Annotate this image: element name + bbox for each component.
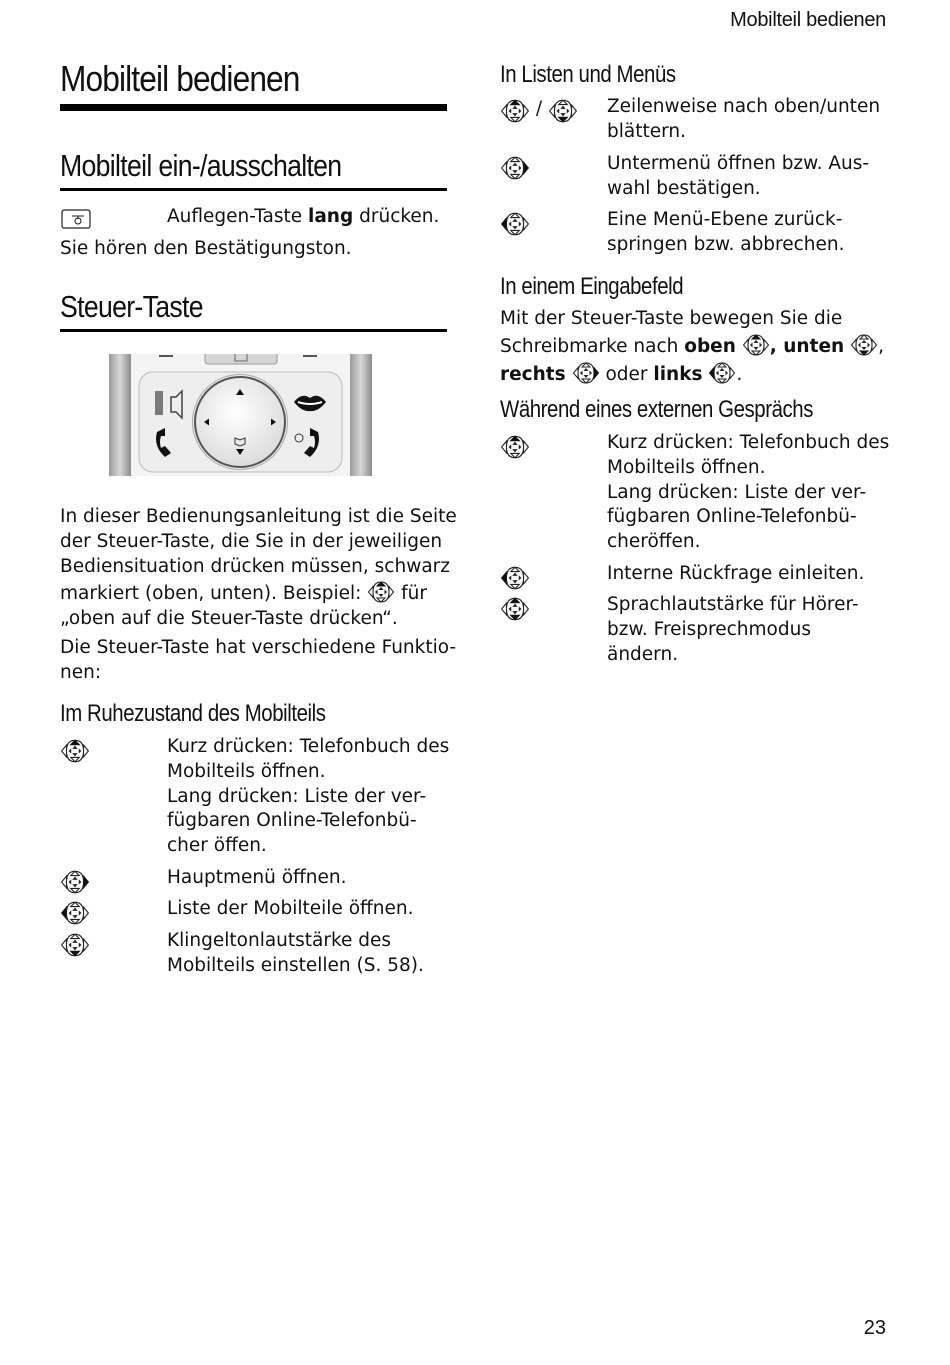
steuer-paragraph-1 — [60, 505, 457, 632]
power-text-b: drücken. — [353, 206, 440, 227]
list-item — [500, 208, 900, 260]
lists-item-3-line: Eine Menü-Ebene zurück- — [607, 209, 843, 230]
input-line3b: oder — [599, 363, 654, 385]
list-item — [60, 929, 460, 981]
list-item — [500, 562, 900, 588]
idle-item-3-line: Liste der Mobilteile öffnen. — [167, 898, 414, 919]
input-line1: Mit der Steuer-Taste bewegen Sie die — [500, 308, 843, 329]
idle-item-4-line: Mobilteils einstellen (S. 58). — [167, 954, 424, 976]
steuer-p2-line1: Die Steuer-Taste hat verschiedene Funktio- — [60, 637, 457, 658]
nav-key-left-icon — [500, 564, 530, 596]
list-item — [60, 897, 460, 923]
steuer-p1-line1: In dieser Bedienungsanleitung ist die Seite — [60, 506, 457, 527]
nav-key-left-icon — [500, 210, 530, 242]
steuer-paragraph-2 — [60, 636, 456, 686]
heading-input: In einem Eingabefeld — [500, 273, 684, 300]
nav-key-updown-icon — [500, 595, 530, 627]
call-item-2-line: Interne Rückfrage einleiten. — [607, 563, 865, 584]
nav-key-up-icon — [500, 97, 530, 125]
phone-keypad-illustration — [109, 354, 372, 476]
nav-key-up-icon — [367, 579, 395, 605]
nav-key-right-icon — [500, 154, 530, 186]
idle-item-1-line: Kurz drücken: Telefonbuch des — [167, 736, 450, 757]
nav-key-down-icon — [850, 332, 878, 358]
idle-item-1-line: cher öffen. — [167, 835, 267, 857]
idle-item-1-line: fügbaren Online-Telefonbü- — [167, 810, 417, 832]
steuer-p1-line4a: markiert (oben, unten). Beispiel: — [60, 583, 368, 605]
power-text-a: Auflegen-Taste — [167, 206, 308, 227]
heading-idle: Im Ruhezustand des Mobilteils — [60, 700, 326, 727]
steuer-p2-line2: nen: — [60, 661, 102, 683]
call-item-1-line: Lang drücken: Liste der ver- — [607, 481, 867, 503]
heading-steuer-rule — [60, 329, 447, 332]
steuer-p1-line2: der Steuer-Taste, die Sie in der jeweiligen — [60, 530, 443, 552]
call-item-1-line: Mobilteils öffnen. — [607, 456, 766, 478]
nav-key-up-icon — [500, 433, 530, 465]
call-item-3-line: ändern. — [607, 643, 679, 665]
input-word-oben: oben — [684, 335, 736, 357]
power-text-bold: lang — [307, 206, 354, 227]
nav-key-down-icon — [60, 931, 90, 963]
steuer-p1-line5: „oben auf die Steuer-Taste drücken“. — [60, 608, 398, 630]
nav-key-up-icon — [60, 737, 90, 769]
heading-power-rule — [60, 188, 447, 191]
input-word-unten: , unten — [769, 335, 845, 357]
lists-item-2-line: wahl bestätigen. — [607, 177, 761, 199]
list-item — [500, 593, 900, 671]
running-head: Mobilteil bedienen — [730, 9, 886, 31]
power-note: Sie hören den Bestätigungston. — [60, 238, 352, 259]
heading-call: Während eines externen Gesprächs — [500, 396, 813, 423]
nav-key-left-icon — [708, 360, 736, 386]
nav-key-right-icon — [572, 360, 600, 386]
call-item-1-line: Kurz drücken: Telefonbuch des — [607, 432, 890, 453]
lists-item-3-line: springen bzw. abbrechen. — [607, 233, 845, 255]
input-paragraph — [500, 307, 884, 387]
list-item — [500, 95, 900, 147]
input-word-links: links — [653, 363, 703, 385]
heading-lists: In Listen und Menüs — [500, 61, 676, 88]
input-line2a: Schreibmarke nach — [500, 335, 685, 357]
list-item — [60, 735, 460, 860]
title-rule — [60, 104, 447, 111]
lists-item-2-line: Untermenü öffnen bzw. Aus- — [607, 153, 870, 174]
steuer-p1-line4b: für — [395, 583, 427, 605]
lists-item-1-line: Zeilenweise nach oben/unten — [607, 96, 881, 117]
list-item — [60, 866, 460, 892]
key-separator: / — [535, 98, 543, 119]
idle-item-2-line: Hauptmenü öffnen. — [167, 867, 347, 888]
call-item-3-line: bzw. Freisprechmodus — [607, 618, 811, 640]
lists-item-1-line: blättern. — [607, 120, 686, 142]
idle-item-1-line: Mobilteils öffnen. — [167, 760, 326, 782]
input-line2d: , — [878, 335, 884, 357]
power-instruction — [60, 205, 460, 231]
page-title: Mobilteil bedienen — [60, 58, 300, 99]
heading-steuer: Steuer-Taste — [60, 289, 203, 324]
input-line3d: . — [736, 363, 743, 385]
nav-key-left-icon — [60, 899, 90, 931]
call-item-1-line: fügbaren Online-Telefonbü- — [607, 506, 857, 528]
call-item-3-line: Sprachlautstärke für Hörer- — [607, 594, 859, 615]
call-item-1-line: cheröffen. — [607, 531, 701, 553]
nav-key-up-icon — [742, 332, 770, 358]
steuer-p1-line3: Bediensituation drücken müssen, schwarz — [60, 555, 450, 577]
page-number: 23 — [863, 1317, 886, 1339]
list-item — [500, 431, 900, 556]
nav-key-pair — [500, 97, 578, 125]
nav-key-down-icon — [548, 97, 578, 125]
input-word-rechts: rechts — [500, 363, 566, 385]
heading-power: Mobilteil ein-/ausschalten — [60, 148, 342, 183]
idle-item-1-line: Lang drücken: Liste der ver- — [167, 785, 427, 807]
list-item — [500, 152, 900, 204]
nav-key-right-icon — [60, 868, 90, 900]
idle-item-4-line: Klingeltonlautstärke des — [167, 930, 392, 951]
end-call-key-icon — [60, 207, 94, 235]
